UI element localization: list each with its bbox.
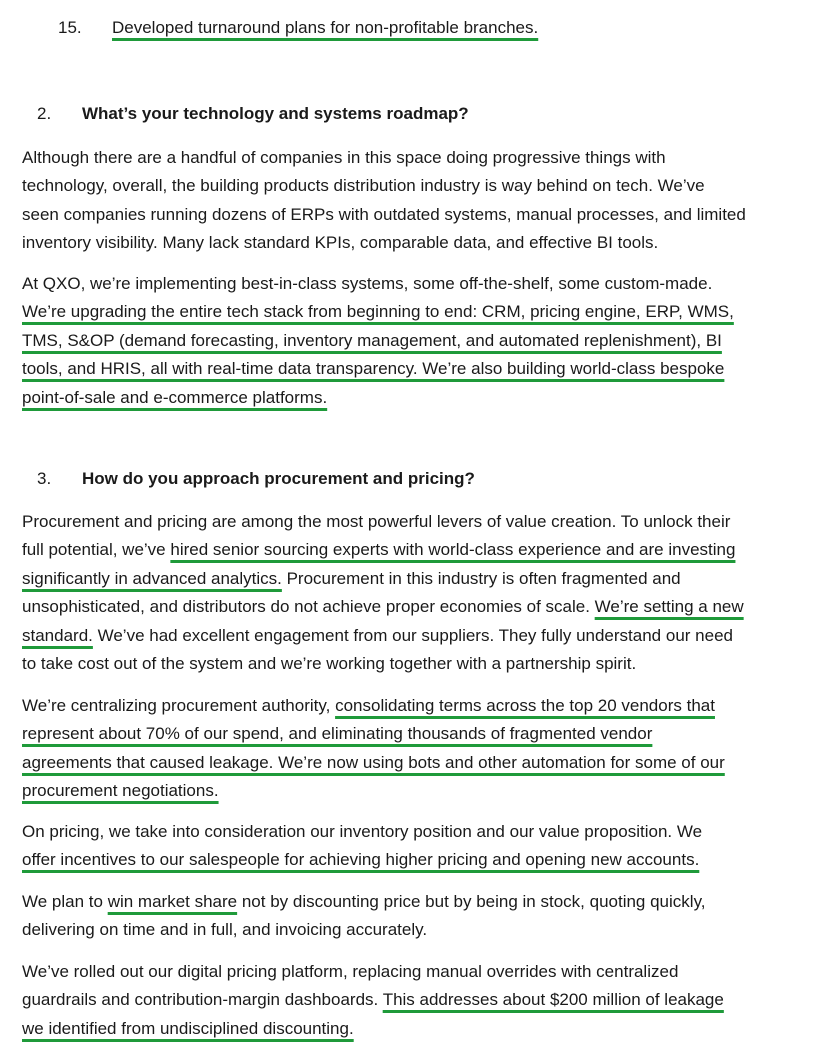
highlighted-text: we identified from undisciplined discounting. bbox=[22, 1018, 354, 1038]
plain-text: full potential, we’ve bbox=[22, 540, 171, 560]
paragraph-tech-roadmap bbox=[22, 270, 812, 412]
highlighted-text: This addresses about $200 million of leakage bbox=[382, 990, 724, 1010]
plain-text: seen companies running dozens of ERPs with outdated systems, manual processes, and limited bbox=[22, 204, 746, 224]
text-line bbox=[22, 777, 812, 805]
plain-text: Although there are a handful of companies in this space doing progressive things with bbox=[22, 148, 666, 167]
plain-text: unsophisticated, and distributors do not achieve proper economies of scale. bbox=[22, 597, 595, 617]
text-line bbox=[22, 270, 812, 298]
paragraph-digital-pricing bbox=[22, 958, 812, 1043]
plain-text: delivering on time and in full, and invoicing accurately. bbox=[22, 920, 428, 940]
text-line bbox=[22, 846, 812, 874]
text-line bbox=[22, 144, 812, 172]
text-line bbox=[22, 818, 812, 846]
text-line bbox=[22, 916, 812, 944]
question-text: How do you approach procurement and pricing? bbox=[82, 469, 475, 488]
plain-text: Procurement in this industry is often fragmented and bbox=[281, 568, 681, 588]
text-line bbox=[22, 384, 812, 412]
paragraph-centralizing-procurement bbox=[22, 692, 812, 806]
plain-text: We plan to bbox=[22, 892, 108, 911]
text-line bbox=[22, 720, 812, 748]
highlighted-text: tools, and HRIS, all with real-time data transparency. We’re also building world-class bespoke bbox=[22, 359, 725, 379]
list-item-15 bbox=[58, 18, 538, 38]
plain-text: technology, overall, the building products distribution industry is way behind on tech. We’ve bbox=[22, 176, 705, 196]
text-line bbox=[22, 650, 812, 678]
text-line bbox=[22, 201, 812, 229]
plain-text: On pricing, we take into consideration our inventory position and our value proposition. We bbox=[22, 822, 703, 841]
text-line bbox=[22, 508, 812, 536]
text-line bbox=[22, 749, 812, 777]
list-number: 15. bbox=[58, 18, 82, 37]
plain-text: inventory visibility. Many lack standard KPIs, comparable data, and effective BI tools. bbox=[22, 233, 659, 253]
highlighted-text: procurement negotiations. bbox=[22, 781, 219, 801]
highlighted-text: We’re upgrading the entire tech stack from beginning to end: CRM, pricing engine, ERP, WMS, bbox=[22, 302, 734, 322]
paragraph-pricing-incentives bbox=[22, 818, 812, 875]
text-line bbox=[22, 565, 812, 593]
text-line bbox=[22, 298, 812, 326]
highlighted-text: win market share bbox=[107, 892, 238, 911]
paragraph-procurement-levers bbox=[22, 508, 812, 678]
text-line bbox=[22, 593, 812, 621]
text-line bbox=[22, 229, 812, 257]
plain-text: We’ve rolled out our digital pricing platform, replacing manual overrides with centralized bbox=[22, 962, 679, 981]
plain-text: We’re centralizing procurement authority, bbox=[22, 696, 336, 715]
highlighted-text: Developed turnaround plans for non-profitable branches. bbox=[112, 18, 539, 37]
highlighted-text: significantly in advanced analytics. bbox=[22, 568, 282, 588]
highlighted-text: standard. bbox=[22, 625, 93, 645]
highlighted-text: agreements that caused leakage. We’re now using bots and other automation for some of our bbox=[22, 752, 725, 772]
plain-text: guardrails and contribution-margin dashboards. bbox=[22, 990, 383, 1010]
text-line bbox=[22, 172, 812, 200]
highlighted-text: TMS, S&OP (demand forecasting, inventory management, and automated replenishment), BI bbox=[22, 330, 722, 350]
highlighted-text: We’re setting a new bbox=[594, 597, 744, 617]
plain-text: to take cost out of the system and we’re working together with a partnership spirit. bbox=[22, 653, 637, 673]
text-line bbox=[22, 355, 812, 383]
highlighted-text: point-of-sale and e-commerce platforms. bbox=[22, 387, 328, 407]
highlighted-text: consolidating terms across the top 20 vendors that bbox=[335, 696, 715, 715]
plain-text: At QXO, we’re implementing best-in-class systems, some off-the-shelf, some custom-made. bbox=[22, 274, 713, 293]
text-line bbox=[22, 958, 812, 986]
text-line bbox=[22, 327, 812, 355]
plain-text: We’ve had excellent engagement from our suppliers. They fully understand our need bbox=[92, 625, 733, 645]
question-number: 2. bbox=[37, 104, 52, 123]
highlighted-text: represent about 70% of our spend, and eliminating thousands of fragmented vendor bbox=[22, 724, 653, 744]
paragraph-market-share bbox=[22, 888, 812, 945]
paragraph-tech-industry bbox=[22, 144, 812, 258]
text-line bbox=[22, 692, 812, 720]
question-heading-3 bbox=[37, 469, 475, 489]
highlighted-text: offer incentives to our salespeople for achieving higher pricing and opening new accounts. bbox=[22, 850, 700, 870]
text-line bbox=[22, 1015, 812, 1043]
question-text: What’s your technology and systems roadmap? bbox=[82, 104, 469, 123]
text-line bbox=[22, 536, 812, 564]
text-line bbox=[22, 986, 812, 1014]
text-line bbox=[22, 888, 812, 916]
question-number: 3. bbox=[37, 469, 52, 488]
plain-text: not by discounting price but by being in stock, quoting quickly, bbox=[237, 892, 706, 911]
text-line bbox=[22, 622, 812, 650]
highlighted-text: hired senior sourcing experts with world-class experience and are investing bbox=[170, 540, 736, 560]
plain-text: Procurement and pricing are among the most powerful levers of value creation. To unlock their bbox=[22, 512, 731, 531]
question-heading-2 bbox=[37, 104, 469, 124]
